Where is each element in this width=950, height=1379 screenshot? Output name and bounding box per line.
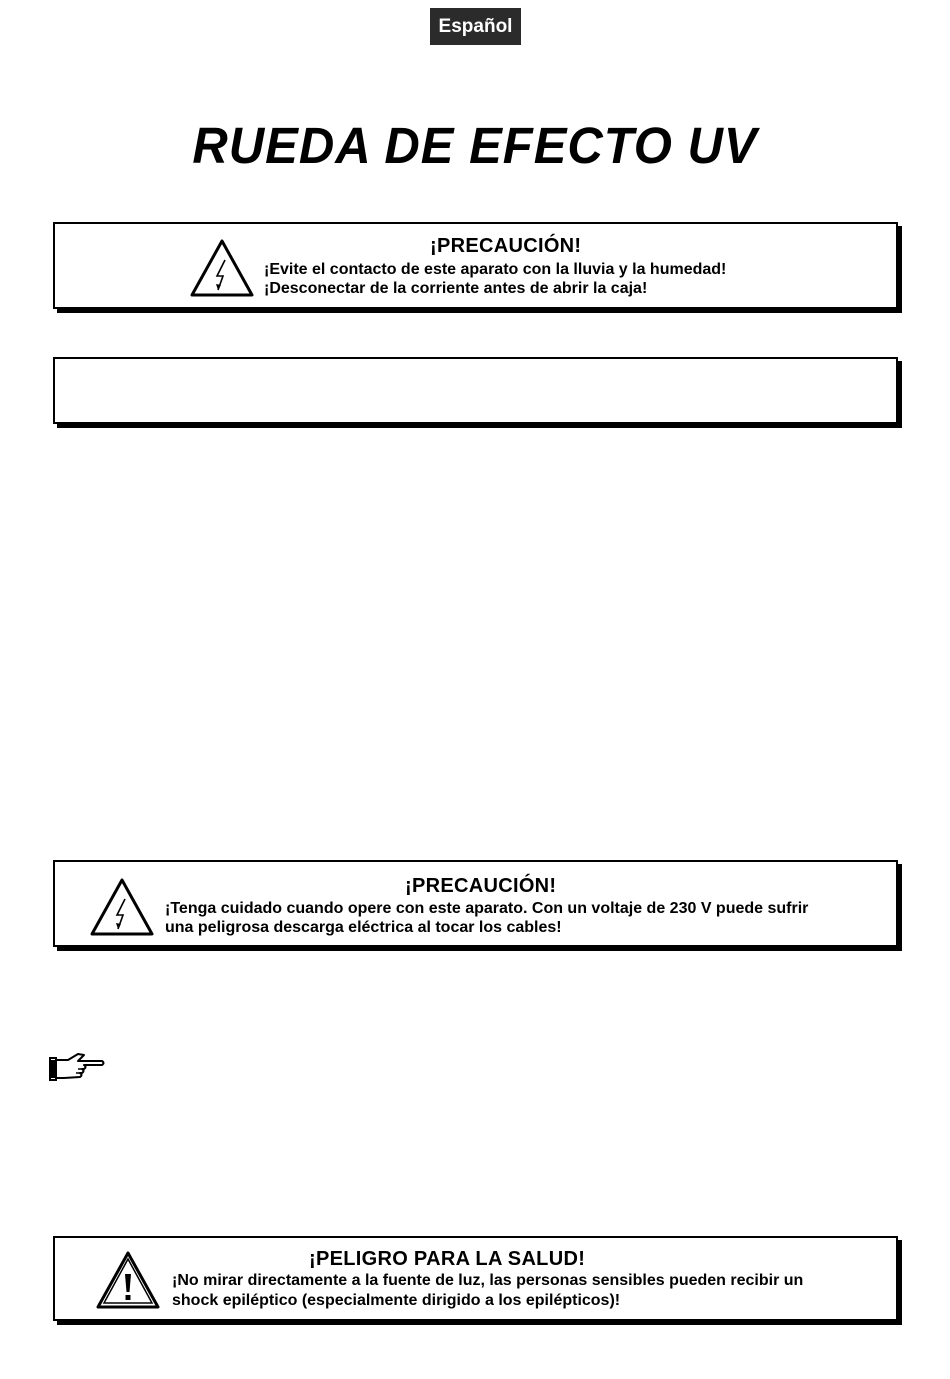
health-text-line1: ¡No mirar directamente a la fuente de luz, las personas sensibles pueden recibir un: [172, 1272, 804, 1289]
caution-text-line2: ¡Desconectar de la corriente antes de abrir la caja!: [264, 280, 648, 297]
language-badge: [430, 8, 521, 45]
exclamation-warning-icon: [95, 1250, 161, 1310]
electric-hazard-icon: [189, 238, 255, 298]
caution-heading: ¡PRECAUCIÓN!: [405, 875, 557, 897]
language-label: Español: [438, 15, 513, 37]
caution-text-line1: ¡Evite el contacto de este aparato con la lluvia y la humedad!: [264, 261, 727, 278]
caution-box-moisture: [53, 222, 898, 309]
electric-hazard-icon: [89, 877, 155, 937]
health-heading: ¡PELIGRO PARA LA SALUD!: [309, 1248, 586, 1270]
caution-text-line1: ¡Tenga cuidado cuando opere con este aparato. Con un voltaje de 230 V puede sufrir: [165, 900, 809, 917]
page-title: RUEDA DE EFECTO UV: [192, 117, 758, 175]
pointing-hand-icon: [48, 1050, 106, 1084]
health-danger-box: [53, 1236, 898, 1321]
health-text-line2: shock epiléptico (especialmente dirigido a los epilépticos)!: [172, 1292, 621, 1309]
caution-box-voltage: [53, 860, 898, 947]
caution-heading: ¡PRECAUCIÓN!: [430, 235, 582, 257]
empty-notice-box: [53, 357, 898, 424]
caution-text-line2: una peligrosa descarga eléctrica al tocar los cables!: [165, 919, 562, 936]
